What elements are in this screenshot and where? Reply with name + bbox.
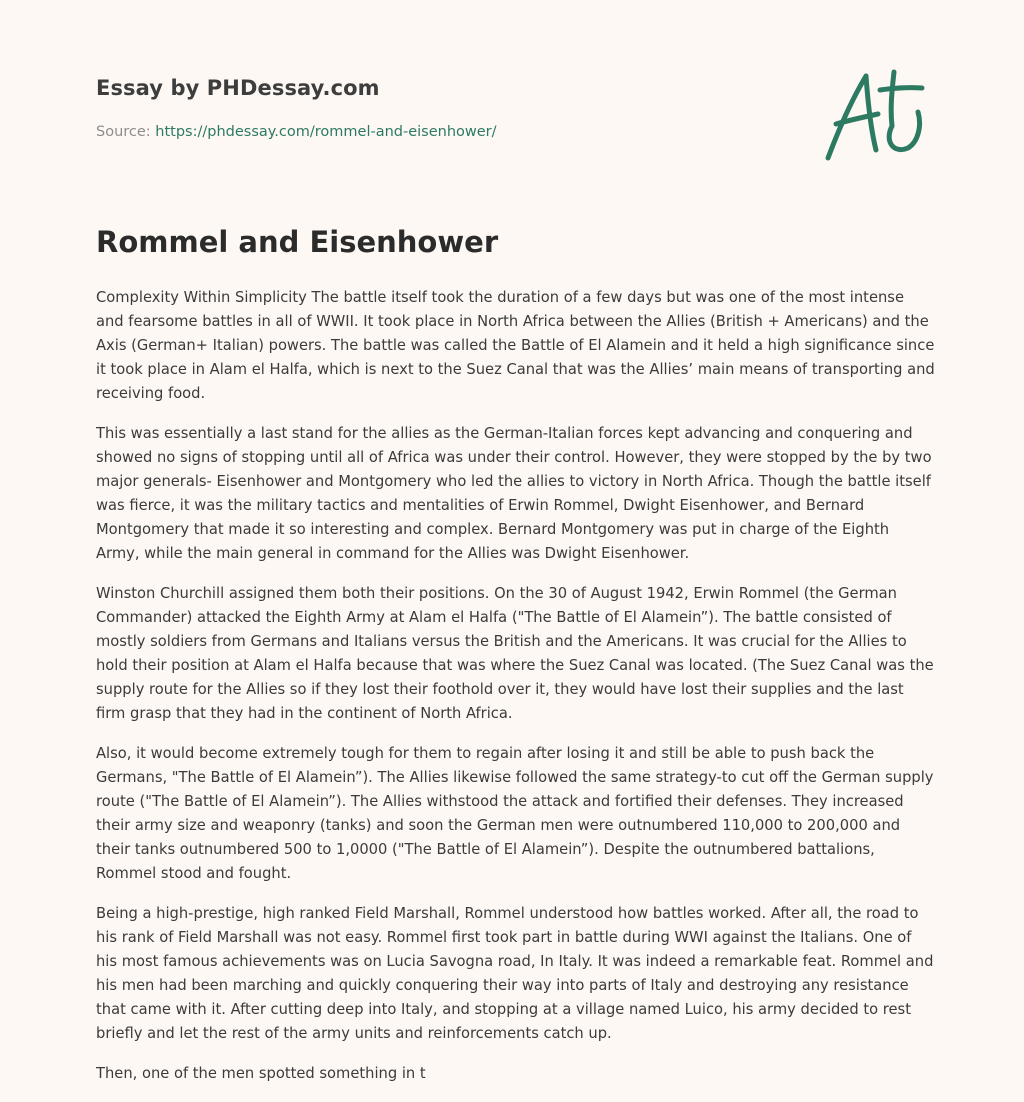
essay-body: [96, 286, 936, 1102]
essay-paragraph: Complexity Within Simplicity The battle itself took the duration of a few days but was one of the most intense and fearsome battles in all of WWII. It took place in North Africa between the Allies (British + Americans) and the Axis (German+ Italian) powers. The battle was called the Battle of El Alamein and it held a high significance since it took place in Alam el Halfa, which is next to the Suez Canal that was the Allies’ main means of transporting and receiving food.: [96, 289, 935, 402]
source-line: [96, 124, 497, 140]
site-title: Essay by PHDessay.com: [96, 76, 380, 100]
a-plus-logo-icon: [818, 64, 930, 168]
essay-title: Rommel and Eisenhower: [96, 225, 499, 259]
source-label: Source:: [96, 124, 151, 140]
essay-paragraph: Also, it would become extremely tough for them to regain after losing it and still be able to push back the Germans, "The Battle of El Alamein”). The Allies likewise followed the same strategy-to cut off the German supply route ("The Battle of El Alamein”). The Allies withstood the attack and fortified their defenses. They increased their army size and weaponry (tanks) and soon the German men were outnumbered 110,000 to 200,000 and their tanks outnumbered 500 to 1,0000 ("The Battle of El Alamein”). Despite the outnumbered battalions, Rommel stood and fought.: [96, 745, 934, 882]
essay-paragraph: Winston Churchill assigned them both their positions. On the 30 of August 1942, Erwin Rommel (the German Commander) attacked the Eighth Army at Alam el Halfa ("The Battle of El Alamein”). The battle consisted of mostly soldiers from Germans and Italians versus the British and the Americans. It was crucial for the Allies to hold their position at Alam el Halfa because that was where the Suez Canal was located. (The Suez Canal was the supply route for the Allies so if they lost their foothold over it, they would have lost their supplies and the last firm grasp that they had in the continent of North Africa.: [96, 585, 934, 722]
source-link[interactable]: https://phdessay.com/rommel-and-eisenhower/: [155, 124, 497, 140]
essay-paragraph: Then, one of the men spotted something in t: [96, 1065, 426, 1082]
essay-paragraph: This was essentially a last stand for the allies as the German-Italian forces kept advancing and conquering and showed no signs of stopping until all of Africa was under their control. However, they were stopped by the by two major generals- Eisenhower and Montgomery who led the allies to victory in North Africa. Though the battle itself was fierce, it was the military tactics and mentalities of Erwin Rommel, Dwight Eisenhower, and Bernard Montgomery that made it so interesting and complex. Bernard Montgomery was put in charge of the Eighth Army, while the main general in command for the Allies was Dwight Eisenhower.: [96, 425, 932, 562]
essay-paragraph: Being a high-prestige, high ranked Field Marshall, Rommel understood how battles worked. After all, the road to his rank of Field Marshall was not easy. Rommel first took part in battle during WWI against the Italians. One of his most famous achievements was on Lucia Savogna road, In Italy. It was indeed a remarkable feat. Rommel and his men had been marching and quickly conquering their way into parts of Italy and destroying any resistance that came with it. After cutting deep into Italy, and stopping at a village named Luico, his army decided to rest briefly and let the rest of the army units and reinforcements catch up.: [96, 905, 934, 1042]
